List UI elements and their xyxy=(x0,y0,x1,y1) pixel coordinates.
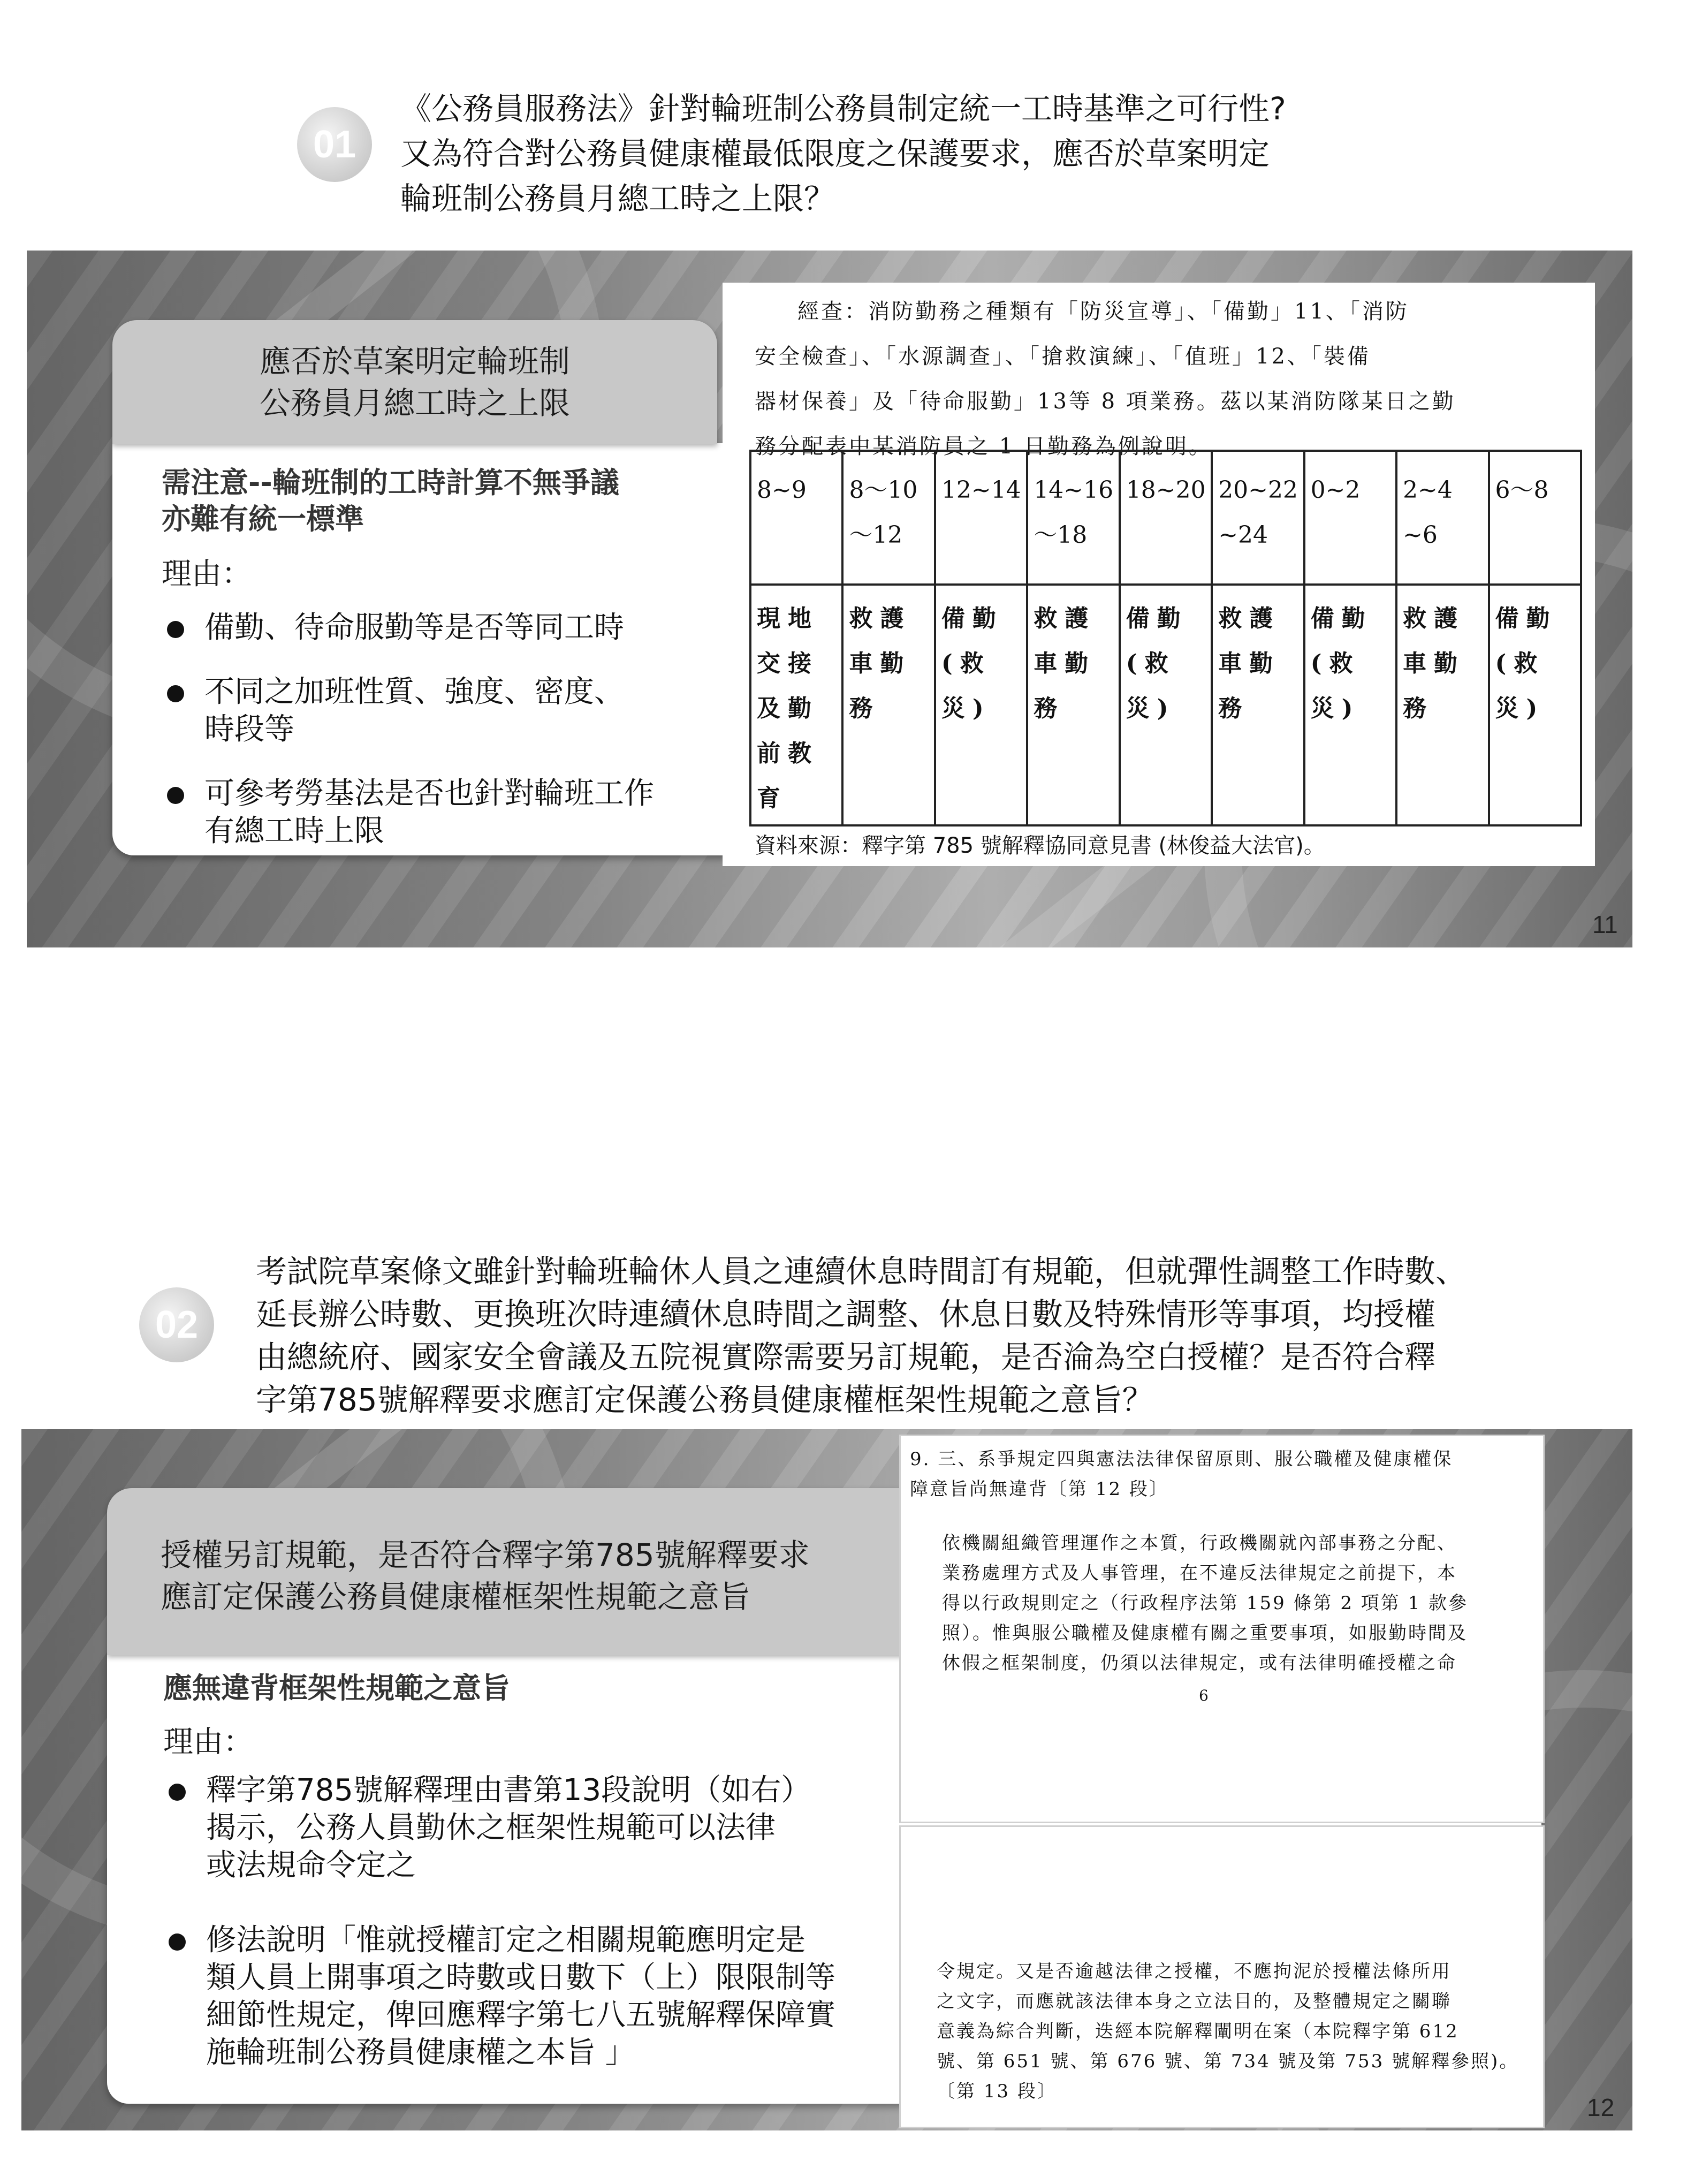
duty-cell: 備勤(救災) xyxy=(1120,585,1212,825)
duty-cell: 救護車勤務 xyxy=(1027,585,1119,825)
time-slot-cell: 12~14 xyxy=(935,451,1027,585)
duty-cell: 救護車勤務 xyxy=(842,585,934,825)
time-slot-cell: 6～8 xyxy=(1489,451,1582,585)
slide-title-line: 應訂定保護公務員健康權框架性規範之意旨 xyxy=(161,1579,751,1615)
duty-cell: 備勤(救災) xyxy=(1489,585,1582,825)
time-slot-cell: 0~2 xyxy=(1304,451,1396,585)
bullet-dot-icon xyxy=(167,685,184,702)
duty-cell: 救護車勤務 xyxy=(1396,585,1488,825)
excerpt-page-footer: 6 xyxy=(1199,1687,1210,1704)
slide-subheading-line: 需注意--輪班制的工時計算不無爭議 xyxy=(162,466,619,499)
excerpt-heading: 9. 三、系爭規定四與憲法法律保留原則、服公職權及健康權保 障意旨尚無違背〔第 12 段〕 xyxy=(910,1449,1453,1500)
bullet-dot-icon xyxy=(167,621,184,638)
excerpt-paragraph: 依機關組織管理運作之本質，行政機關就內部事務之分配、 業務處理方式及人事管理，在不違反法律規定之前提下，本 得以行政規則定之（行政程序法第 159 條第 2 項第 1 款參 照）。惟與服公職權及健康權有關之重要事項，如服勤時間及 休假之框架制度，仍須以法律規定，或有法律明確授權之命 xyxy=(942,1533,1469,1674)
excerpt-line: 經查：消防勤務之種類有「防災宣導」、「備勤」11、「消防 xyxy=(797,299,1409,324)
slide-title-line: 授權另訂規範，是否符合釋字第785號解釋要求 xyxy=(161,1537,810,1573)
time-slot-cell: 14~16 ～18 xyxy=(1027,451,1119,585)
bullet-dot-icon xyxy=(169,1933,186,1951)
question-number-badge: 01 xyxy=(297,107,372,182)
bullet-dot-icon xyxy=(167,787,184,804)
slide-title-tab xyxy=(107,1488,931,1655)
reason-label: 理由： xyxy=(163,1725,253,1760)
time-slot-cell: 8～10 ～12 xyxy=(842,451,934,585)
time-slot-cell: 18~20 xyxy=(1120,451,1212,585)
duty-cell: 救護車勤務 xyxy=(1212,585,1304,825)
question-2-line-3: 由總統府、國家安全會議及五院視實際需要另訂規範，是否淪為空白授權？是否符合釋 xyxy=(256,1339,1436,1375)
reason-label: 理由： xyxy=(162,557,252,592)
time-slot-cell: 8~9 xyxy=(750,451,842,585)
source-citation: 資料來源：釋字第 785 號解釋協同意見書 (林俊益大法官)。 xyxy=(755,833,1325,858)
time-slot-cell: 2~4 ~6 xyxy=(1396,451,1488,585)
question-2-line-1: 考試院草案條文雖針對輪班輪休人員之連續休息時間訂有規範，但就彈性調整工作時數、 xyxy=(256,1253,1467,1290)
excerpt-paragraph: 令規定。又是否逾越法律之授權，不應拘泥於授權法條所用 之文字，而應就該法律本身之立法目的，及整體規定之關聯 意義為綜合判斷，迭經本院解釋闡明在案（本院釋字第 612 號、第 651 號、第 676 號、第 734 號及第 753 號解釋參照)。 〔第 13 段〕 xyxy=(937,1961,1519,2102)
slide-title-tab xyxy=(112,320,717,444)
excerpt-line: 器材保養」及「待命服勤」13等 8 項業務。茲以某消防隊某日之勤 xyxy=(755,389,1456,414)
excerpt-line: 務分配表中某消防員之 1 日勤務為例說明。 xyxy=(755,434,1212,459)
duty-cell: 現地交接及勤前教育 xyxy=(750,585,842,825)
slide-page-number: 11 xyxy=(1592,911,1618,938)
slide-subheading: 應無違背框架性規範之意旨 xyxy=(163,1671,510,1705)
question-1-line-2: 又為符合對公務員健康權最低限度之保護要求，應否於草案明定 xyxy=(400,135,1270,172)
slide-12: 授權另訂規範，是否符合釋字第785號解釋要求 應訂定保護公務員健康權框架性規範之意旨 應無違背框架性規範之意旨 理由： 釋字第785號解釋理由書第13段說明（如右） 揭示，公務人員勤休之框架性規範可以法律 或法規命令定之 修法說明「惟就授權訂定之相關規範應明定是 類人員上開事項之時數或日數下（上）限限制等 細節性規定，俾回應釋字第七八五號解釋保障實 施輪班制公務員健康權之本旨 」 9. 三、系爭規定四與憲法法律保留原則、服公職權及健康權保 障意旨尚無違背〔第 12 段〕 依機關組織管理運作之本質，行政機關就內部事務之分配、 業務處理方式及人事管理，在不違反法律規定之前提下，本 得以行政規則定之（行政程序法第 159 條第 2 項第 1 款參 照）。惟與服公職權及健康權有關之重要事項，如服勤時間及 休假之框架制度，仍須以法律規定，或有法律明確授權之命 6 令規定。又是否逾越法律之授權，不應拘泥於授權法條所用 之文字，而應就該法律本身之立法目的，及整體規定之關聯 意義為綜合判斷，迭經本院解釋闡明在案（本院釋字第 612 號、第 651 號、第 676 號、第 734 號及第 753 號解釋參照)。 〔第 13 段〕 12 xyxy=(21,1429,1632,2130)
slide-11: 應否於草案明定輪班制 公務員月總工時之上限 需注意--輪班制的工時計算不無爭議 亦難有統一標準 理由： 備勤、待命服勤等是否等同工時 不同之加班性質、強度、密度、 時段等 可參考勞基法是否也針對輪班工作 有總工時上限 經查：消防勤務之種類有「防災宣導」、「備勤」11、「消防 安全檢查」、「水源調查」、「搶救演練」、「值班」12、「裝備 器材保養」及「待命服勤」13等 8 項業務。茲以某消防隊某日之勤 務分配表中某消防員之 1 日勤務為例說明。 8~9 8～10 ～12 12~14 14~16 ～18 18~20 20~22 ~24 0~2 2~4 ~6 6～8 現地交接及勤前教育 救護車勤務 備勤(救災) 救護車勤務 備勤(救災) 救護車勤務 備勤(救災) 救護車勤務 備勤(救災) 資料來源：釋字第 785 號解釋協同意見書 (林俊益大法官)。 11 xyxy=(27,251,1632,947)
bullet-dot-icon xyxy=(169,1784,186,1801)
time-slot-cell: 20~22 ~24 xyxy=(1212,451,1304,585)
shift-schedule-table xyxy=(749,450,1582,826)
slide-title-line: 公務員月總工時之上限 xyxy=(259,385,570,421)
question-number-badge: 02 xyxy=(139,1287,214,1362)
excerpt-line: 安全檢查」、「水源調查」、「搶救演練」、「值班」12、「裝備 xyxy=(755,344,1371,369)
slide-page-number: 12 xyxy=(1587,2094,1615,2121)
slide-subheading-line: 亦難有統一標準 xyxy=(162,502,364,536)
duty-cell: 備勤(救災) xyxy=(1304,585,1396,825)
duty-cell: 備勤(救災) xyxy=(935,585,1027,825)
slide-title-line: 應否於草案明定輪班制 xyxy=(259,343,570,380)
question-2-line-2: 延長辦公時數、更換班次時連續休息時間之調整、休息日數及特殊情形等事項，均授權 xyxy=(256,1296,1436,1332)
question-1-line-1: 《公務員服務法》針對輪班制公務員制定統一工時基準之可行性? xyxy=(400,90,1286,127)
question-2-line-4: 字第785號解釋要求應訂定保護公務員健康權框架性規範之意旨？ xyxy=(256,1382,1153,1418)
question-1-line-3: 輪班制公務員月總工時之上限？ xyxy=(400,180,835,217)
